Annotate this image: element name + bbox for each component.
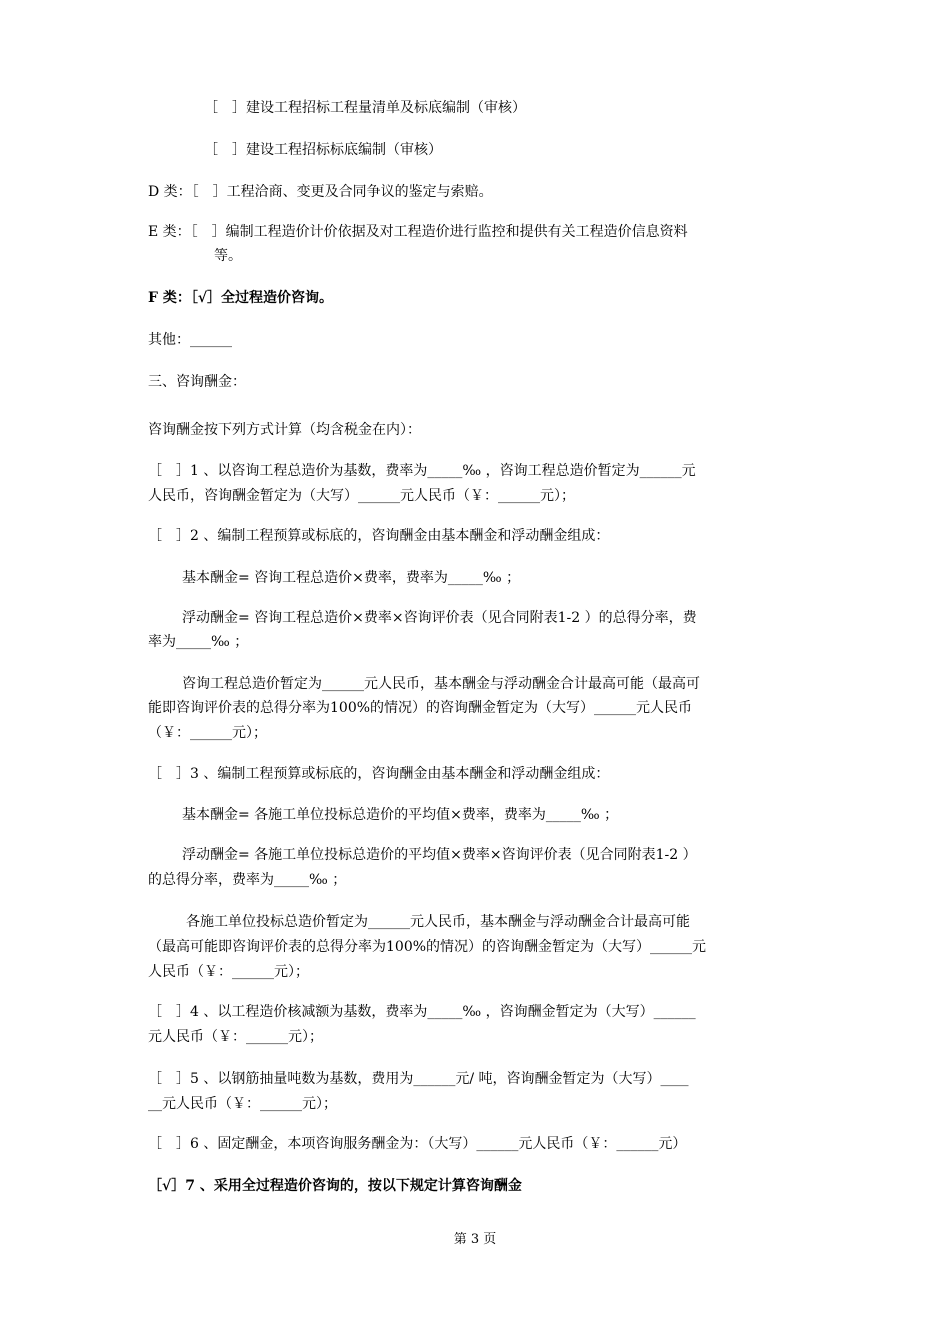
text-line-option-3-total: 各施工单位投标总造价暂定为______元人民币，基本酬金与浮动酬金合计最高可能 — [186, 914, 690, 930]
text-line-option-1: ［ ］1 、以咨询工程总造价为基数，费率为_____‰ ，咨询工程总造价暂定为______元 — [148, 463, 696, 479]
text-line-option-5-continued: __元人民币（￥：______元）； — [148, 1096, 337, 1112]
text-line-category-e: E 类：［ ］编制工程造价计价依据及对工程造价进行监控和提供有关工程造价信息资料 — [148, 224, 688, 240]
text-line-option-3: ［ ］3 、编制工程预算或标底的，咨询酬金由基本酬金和浮动酬金组成： — [148, 766, 610, 782]
text-line-option-2: ［ ］2 、编制工程预算或标底的，咨询酬金由基本酬金和浮动酬金组成： — [148, 528, 610, 544]
text-line-bid-base-compilation: ［ ］建设工程招标标底编制（审核） — [204, 142, 442, 158]
text-line-option-3-floating-fee: 浮动酬金= 各施工单位投标总造价的平均值×费率×咨询评价表（见合同附表1-2 ） — [182, 847, 697, 863]
text-line-option-2-total-continued: 能即咨询评价表的总得分率为100%的情况）的咨询酬金暂定为（大写）______元人民币 — [148, 700, 693, 716]
text-line-option-2-floating-fee-continued: 率为_____‰ ； — [148, 634, 249, 650]
text-line-option-3-floating-fee-continued: 的总得分率，费率为_____‰ ； — [148, 872, 347, 888]
text-line-option-1-continued: 人民币，咨询酬金暂定为（大写）______元人民币（￥：______元）； — [148, 488, 575, 504]
text-line-option-5: ［ ］5 、以钢筋抽量吨数为基数，费用为______元/ 吨，咨询酬金暂定为（大写）____ — [148, 1071, 689, 1087]
text-line-other: 其他：______ — [148, 332, 232, 348]
text-line-category-d: D 类：［ ］工程洽商、变更及合同争议的鉴定与索赔。 — [148, 184, 493, 200]
text-line-fee-calculation-intro: 咨询酬金按下列方式计算（均含税金在内）： — [148, 422, 421, 438]
text-line-option-4-continued: 元人民币（￥：______元）； — [148, 1029, 323, 1045]
text-line-option-3-total-end: 人民币（￥：______元）； — [148, 964, 309, 980]
text-line-option-2-floating-fee: 浮动酬金= 咨询工程总造价×费率×咨询评价表（见合同附表1-2 ）的总得分率，费 — [182, 610, 697, 626]
section-heading-consulting-fee: 三、咨询酬金： — [148, 374, 246, 390]
page-number: 第 3 页 — [453, 1232, 497, 1247]
text-line-option-3-total-continued: （最高可能即咨询评价表的总得分率为100%的情况）的咨询酬金暂定为（大写）______元 — [148, 939, 707, 955]
text-line-option-2-total: 咨询工程总造价暂定为______元人民币，基本酬金与浮动酬金合计最高可能（最高可 — [182, 676, 700, 692]
text-line-option-3-base-fee: 基本酬金= 各施工单位投标总造价的平均值×费率，费率为_____‰ ； — [182, 807, 619, 823]
text-line-option-4: ［ ］4 、以工程造价核减额为基数，费率为_____‰ ，咨询酬金暂定为（大写）______ — [148, 1004, 696, 1020]
text-line-option-7: ［√］7 、采用全过程造价咨询的，按以下规定计算咨询酬金 — [148, 1178, 522, 1194]
text-line-option-2-base-fee: 基本酬金= 咨询工程总造价×费率，费率为_____‰ ； — [182, 570, 521, 586]
text-line-option-2-total-end: （￥：______元）； — [148, 725, 267, 741]
text-line-category-e-continued: 等。 — [214, 248, 242, 264]
text-line-bid-bill-compilation: ［ ］建设工程招标工程量清单及标底编制（审核） — [204, 100, 526, 116]
text-line-option-6: ［ ］6 、固定酬金，本项咨询服务酬金为：（大写）______元人民币（￥：______元） — [148, 1136, 687, 1152]
text-line-category-f: F 类：［√］全过程造价咨询。 — [148, 290, 334, 306]
